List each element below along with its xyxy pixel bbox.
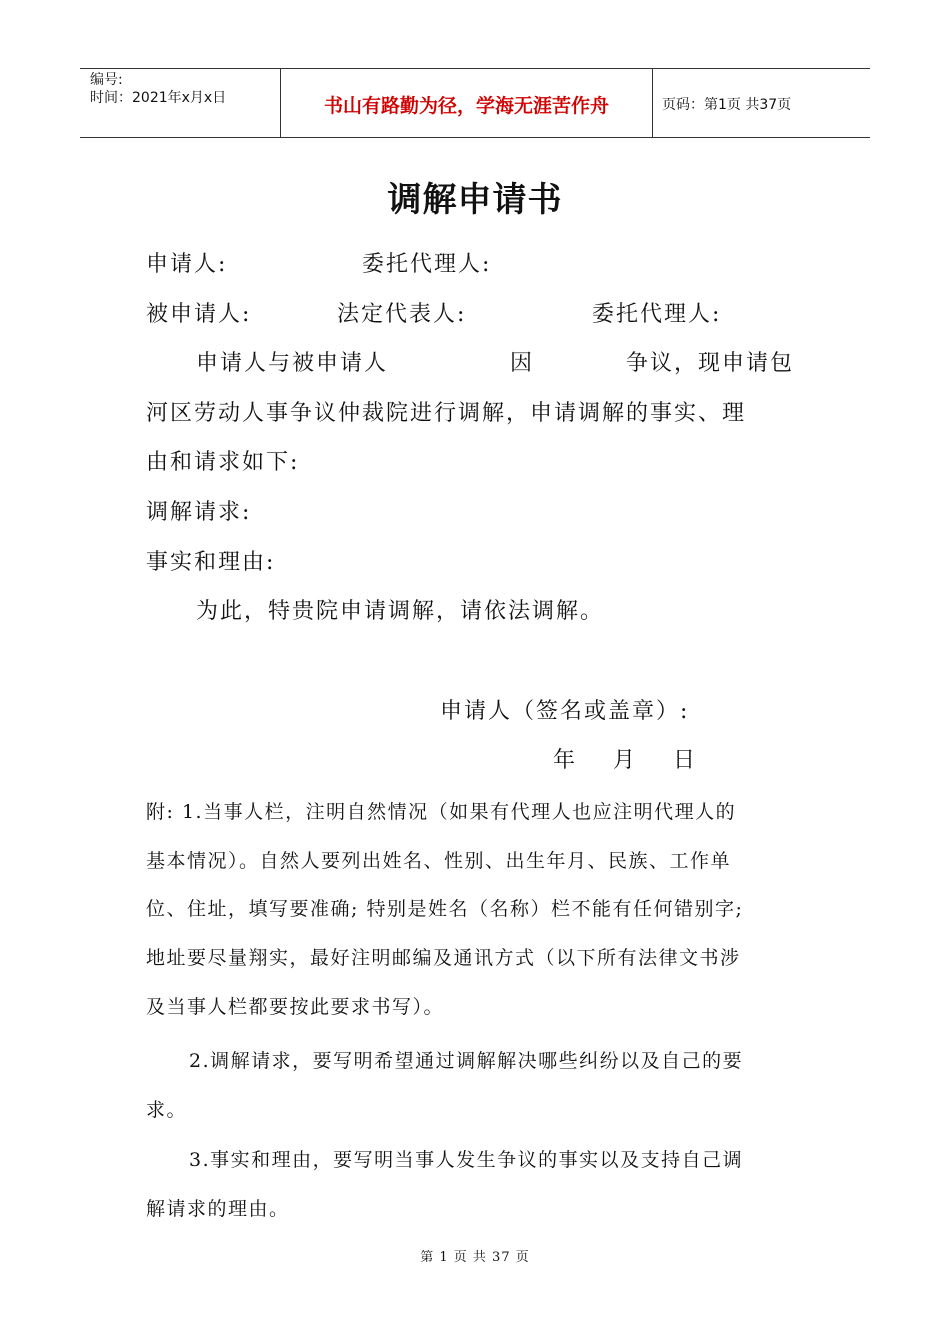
document-number-label: 编号:: [90, 72, 123, 88]
note-line-6: 2.调解请求，要写明希望通过调解解决哪些纠纷以及自己的要: [189, 1050, 744, 1072]
document-title: 调解申请书: [387, 180, 563, 220]
note-line-4: 地址要尽量翔实，最好注明邮编及通讯方式（以下所有法律文书涉: [146, 947, 741, 969]
respondent-agent-label: 委托代理人:: [592, 302, 722, 327]
note-line-5: 及当事人栏都要按此要求书写）。: [146, 996, 445, 1018]
note-line-3: 位、住址，填写要准确; 特别是姓名（名称）栏不能有任何错别字;: [146, 898, 744, 920]
page-footer: 第 1 页 共 37 页: [420, 1250, 530, 1265]
header-left-cell: [80, 69, 281, 137]
note-line-1: 附: 1.当事人栏，注明自然情况（如果有代理人也应注明代理人的: [146, 801, 737, 823]
paragraph-1-line-3: 由和请求如下:: [146, 450, 300, 475]
mediation-request-label: 调解请求:: [146, 500, 252, 525]
paragraph-1-part-b: 因: [510, 351, 535, 376]
facts-and-reasons-label: 事实和理由:: [146, 550, 276, 575]
header-page-label: 页码：第1页 共37页: [662, 97, 792, 113]
note-line-9: 解请求的理由。: [146, 1198, 290, 1220]
date-line: 年 月 日: [553, 748, 697, 773]
respondent-label: 被申请人:: [146, 302, 252, 327]
note-line-2: 基本情况）。自然人要列出姓名、性别、出生年月、民族、工作单: [146, 850, 732, 872]
note-line-7: 求。: [146, 1099, 188, 1121]
applicant-label: 申请人:: [146, 252, 228, 277]
page-header: [80, 68, 870, 138]
paragraph-1-part-c: 争议，现申请包: [626, 351, 795, 376]
header-slogan: 书山有路勤为径，学海无涯苦作舟: [281, 69, 653, 137]
signature-line: 申请人（签名或盖章）:: [440, 699, 690, 724]
document-time-label: 时间：2021年x月x日: [90, 90, 227, 106]
note-line-8: 3.事实和理由，要写明当事人发生争议的事实以及支持自己调: [189, 1149, 744, 1171]
applicant-agent-label: 委托代理人:: [362, 252, 492, 277]
legal-representative-label: 法定代表人:: [337, 302, 467, 327]
paragraph-1-line-2: 河区劳动人事争议仲裁院进行调解，申请调解的事实、理: [146, 401, 747, 426]
closing-sentence: 为此，特贵院申请调解，请依法调解。: [196, 599, 605, 624]
paragraph-1-part-a: 申请人与被申请人: [196, 351, 389, 376]
